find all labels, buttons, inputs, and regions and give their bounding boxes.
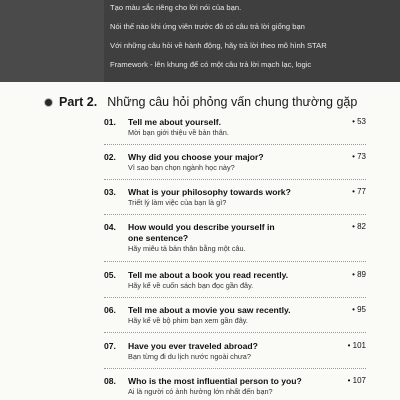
- item-translation: Mời bạn giới thiệu về bản thân.: [128, 128, 229, 137]
- part-label: Part 2.: [59, 95, 98, 109]
- item-page: • 95: [352, 305, 366, 314]
- item-question: Tell me about a movie you saw recently.: [128, 305, 291, 315]
- intro-panel: [0, 0, 400, 82]
- item-page: • 89: [352, 270, 366, 279]
- list-item[interactable]: [104, 376, 366, 397]
- item-question: Tell me about yourself.: [128, 117, 221, 127]
- divider: [104, 144, 366, 145]
- divider: [104, 368, 366, 369]
- item-number: 05.: [104, 270, 116, 280]
- item-question: How would you describe yourself in: [128, 222, 275, 232]
- item-page: • 53: [352, 117, 366, 126]
- item-number: 01.: [104, 117, 116, 127]
- item-question: Who is the most influential person to you?: [128, 376, 302, 386]
- item-translation: Hãy kể về cuốn sách bạn đọc gần đây.: [128, 281, 254, 290]
- intro-line-2: Nói thế nào khi ứng viên trước đó có câu trả lời giống bạn: [110, 22, 305, 31]
- item-question: Why did you choose your major?: [128, 152, 264, 162]
- list-item[interactable]: [104, 152, 366, 173]
- list-item[interactable]: [104, 117, 366, 138]
- list-item[interactable]: [104, 187, 366, 208]
- item-number: 06.: [104, 305, 116, 315]
- divider: [104, 214, 366, 215]
- item-question: Have you ever traveled abroad?: [128, 341, 258, 351]
- item-translation: Bạn từng đi du lịch nước ngoài chưa?: [128, 352, 251, 361]
- item-number: 07.: [104, 341, 116, 351]
- item-page: • 82: [352, 222, 366, 231]
- item-page: • 73: [352, 152, 366, 161]
- list-item[interactable]: [104, 305, 366, 326]
- intro-line-1: Tạo màu sắc riêng cho lời nói của bạn.: [110, 3, 242, 12]
- divider: [104, 297, 366, 298]
- item-question: Tell me about a book you read recently.: [128, 270, 289, 280]
- item-number: 03.: [104, 187, 116, 197]
- item-translation: Hãy kể về bộ phim bạn xem gần đây.: [128, 316, 248, 325]
- item-page: • 107: [347, 376, 366, 385]
- item-translation: Ai là người có ảnh hưởng lớn nhất đến bạn?: [128, 387, 273, 396]
- list-item[interactable]: [104, 341, 366, 362]
- item-number: 04.: [104, 222, 116, 232]
- item-translation: Triết lý làm việc của bạn là gì?: [128, 198, 227, 207]
- intro-line-3: Với những câu hỏi về hành động, hãy trả lời theo mô hình STAR: [110, 41, 327, 50]
- divider: [104, 332, 366, 333]
- intro-line-4: Framework - lên khung để có một câu trả lời mạch lạc, logic: [110, 60, 312, 69]
- list-item[interactable]: [104, 270, 366, 291]
- part-heading: [44, 92, 357, 112]
- item-page: • 101: [347, 341, 366, 350]
- part-title: Những câu hỏi phỏng vấn chung thường gặp: [107, 95, 358, 109]
- item-translation: Vì sao bạn chọn ngành học này?: [128, 163, 235, 172]
- item-number: 08.: [104, 376, 116, 386]
- item-question: What is your philosophy towards work?: [128, 187, 291, 197]
- divider: [104, 261, 366, 262]
- item-translation: Hãy miêu tả bản thân bằng một câu.: [128, 244, 246, 253]
- intro-side-strip: [0, 0, 104, 82]
- item-page: • 77: [352, 187, 366, 196]
- item-number: 02.: [104, 152, 116, 162]
- bullet-icon: [44, 98, 53, 107]
- list-item[interactable]: [104, 222, 366, 254]
- divider: [104, 179, 366, 180]
- item-question-continued: one sentence?: [128, 233, 189, 243]
